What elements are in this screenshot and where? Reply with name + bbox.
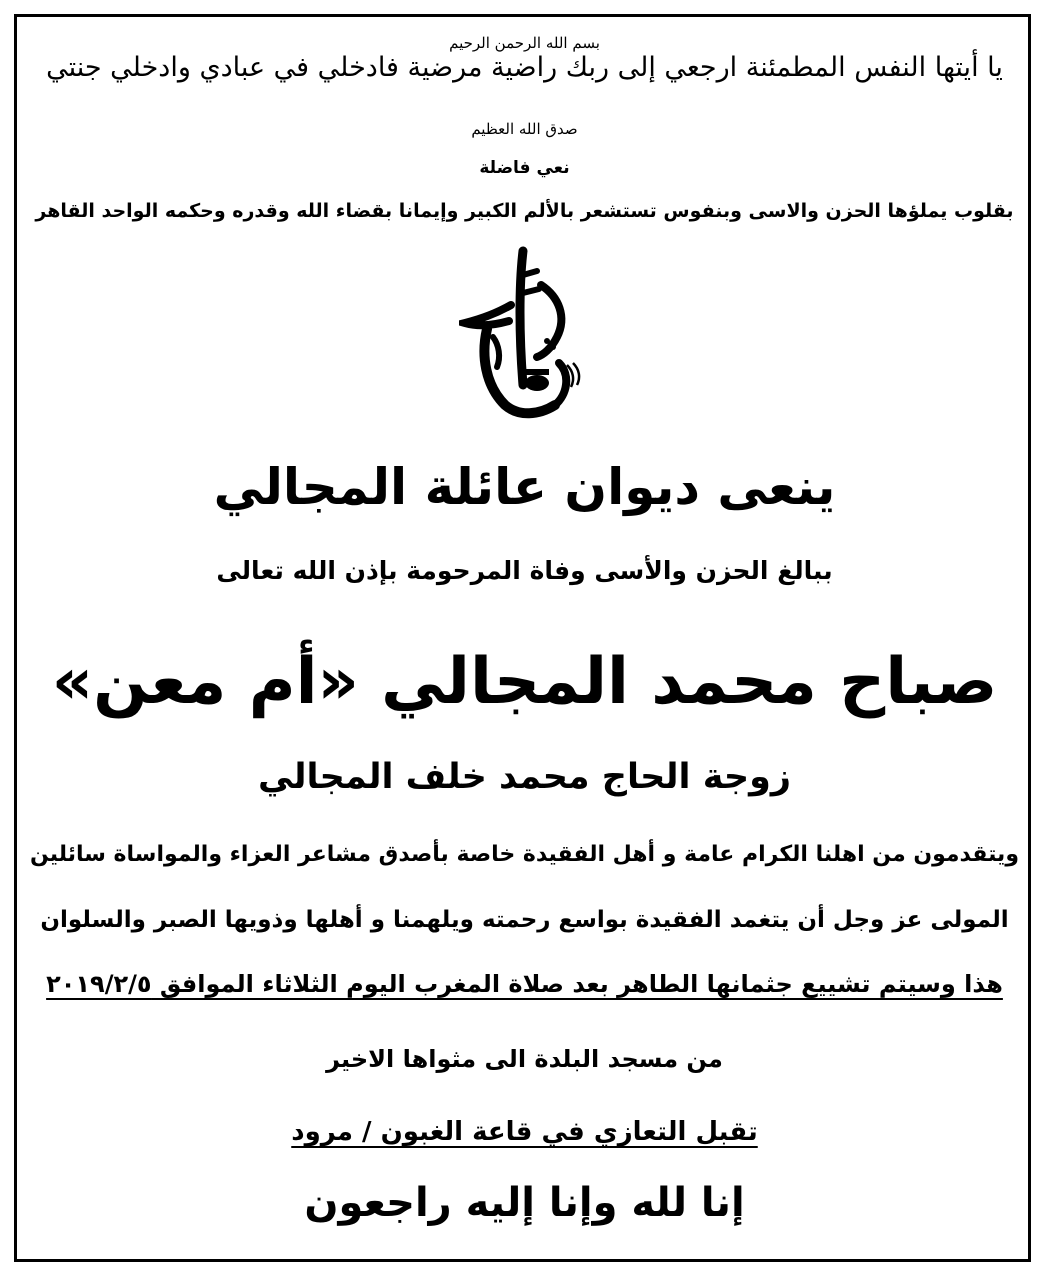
condolence-venue: تقبل التعازي في قاعة الغبون / مرود [291, 1117, 758, 1147]
condolence-text-line-2: المولى عز وجل أن يتغمد الفقيدة بواسع رحمته ويلهمنا و أهلها وذويها الصبر والسلوان [40, 907, 1009, 933]
condolence-text-line-1: ويتقدمون من اهلنا الكرام عامة و أهل الفقيدة خاصة بأصدق مشاعر العزاء والمواساة سائلين [29, 842, 1019, 867]
family-heading: ينعى ديوان عائلة المجالي [213, 458, 836, 516]
deceased-name: صباح محمد المجالي «أم معن» [51, 645, 998, 719]
husband-line: زوجة الحاج محمد خلف المجالي [257, 757, 792, 797]
closing-phrase: إنا لله وإنا إليه راجعون [304, 1180, 745, 1226]
funeral-announcement: هذا وسيتم تشييع جثمانها الطاهر بعد صلاة المغرب اليوم الثلاثاء الموافق ٢٠١٩/٢/٥ [46, 970, 1003, 998]
obituary-label: نعي فاضلة [479, 158, 570, 178]
funeral-route: من مسجد البلدة الى مثواها الاخير [326, 1045, 723, 1073]
opening-line: بقلوب يملؤها الحزن والاسى وبنفوس تستشعر بالألم الكبير وإيمانا بقضاء الله وقدره وحكمه الواحد القاهر [35, 200, 1014, 222]
basmala: بسم الله الرحمن الرحيم [449, 34, 600, 52]
quran-verse: يا أيتها النفس المطمئنة ارجعي إلى ربك راضية مرضية فادخلي في عبادي وادخلي جنتي [46, 52, 1003, 83]
family-logo [459, 245, 589, 425]
sadaq-allah: صدق الله العظيم [471, 120, 578, 138]
announcement-subheading: ببالغ الحزن والأسى وفاة المرحومة بإذن الله تعالى [216, 556, 833, 585]
